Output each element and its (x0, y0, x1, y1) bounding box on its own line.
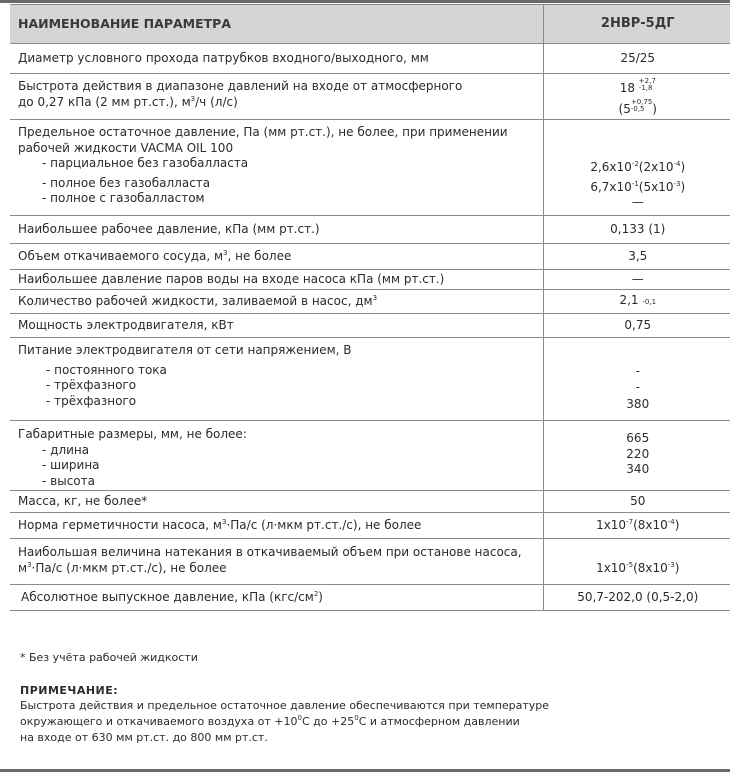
param-value: 0,133 (1) (543, 216, 730, 244)
param-label: Наибольшее давление паров воды на входе насоса кПа (мм рт.ст.) (10, 270, 543, 290)
param-value: 665 220 340 (543, 421, 730, 491)
param-label: Количество рабочей жидкости, заливаемой в насос, $дм^3$ (10, 290, 543, 314)
param-label: Объем откачиваемого сосуда, $м^3$, не более (10, 244, 543, 270)
table-row (10, 216, 730, 244)
note-title: ПРИМЕЧАНИЕ: (20, 684, 119, 697)
param-value: 3,5 (543, 244, 730, 270)
param-label: Питание электродвигателя от сети напряжением, В - постоянного тока - трёхфазного - трёхфазного (10, 338, 543, 421)
table-row (10, 539, 730, 585)
table-header-row (10, 5, 730, 44)
param-value: $1x10^{-7}(8x10^{-4})$ (543, 513, 730, 539)
param-label: Быстрота действия в диапазоне давлений на входе от атмосферного до 0,27 кПа (2 мм рт.ст.), $м^3/ч$ (л/с) (10, 74, 543, 120)
param-value: 0,75 (543, 314, 730, 338)
table-row (10, 585, 730, 611)
table-row (10, 513, 730, 539)
table-row (10, 120, 730, 216)
param-value: 18 +2,7 -1,8 (5 +0,75 -0,5 ) (543, 74, 730, 120)
table-row (10, 270, 730, 290)
param-label: Абсолютное выпускное давление, кПа $(кгс/см^2)$ (10, 585, 543, 611)
param-value: $2,6x10^{-2}(2x10^{-4})$ $6,7x10^{-1}(5x10^{-3})$ — (543, 120, 730, 216)
table-row (10, 44, 730, 74)
param-label: Предельное остаточное давление, Па (мм рт.ст.), не более, при применении рабочей жидкости VACMA OIL 100 - парциальное без газобалласта - полное без газобалласта - полное с газобалластом (10, 120, 543, 216)
param-value: 50 (543, 491, 730, 513)
param-value: - - 380 (543, 338, 730, 421)
param-value: — (543, 270, 730, 290)
table-row (10, 74, 730, 120)
note-text: Быстрота действия и предельное остаточное давление обеспечиваются при температуре окружающего и откачиваемого воздуха от $+10^0С$ до $+25^0С$ и атмосферном давлении на входе от 630 мм рт.ст. до 800 мм рт.ст. (20, 699, 550, 744)
table-row (10, 491, 730, 513)
param-label: Диаметр условного прохода патрубков входного/выходного, мм (10, 44, 543, 74)
spec-table (10, 4, 730, 611)
header-model: 2НВР-5ДГ (543, 5, 730, 44)
table-row (10, 421, 730, 491)
table-row (10, 244, 730, 270)
table-row (10, 314, 730, 338)
param-label: Масса, кг, не более* (10, 491, 543, 513)
table-row (10, 290, 730, 314)
param-value: $1x10^{-5}(8x10^{-3})$ (543, 539, 730, 585)
bottom-border (0, 769, 730, 772)
param-value: 25/25 (543, 44, 730, 74)
footnote: * Без учёта рабочей жидкости (20, 651, 198, 664)
top-border (0, 0, 730, 3)
param-label: Мощность электродвигателя, кВт (10, 314, 543, 338)
param-value: 50,7-202,0 (0,5-2,0) (543, 585, 730, 611)
table-row (10, 338, 730, 421)
param-label: Габаритные размеры, мм, не более: - длина - ширина - высота (10, 421, 543, 491)
param-label: Наибольшая величина натекания в откачиваемый объем при останове насоса, $м^3\cdot Па/с$ (л·мкм рт.ст./с), не более (10, 539, 543, 585)
header-param: НАИМЕНОВАНИЕ ПАРАМЕТРА (10, 5, 543, 44)
param-label: Наибольшее рабочее давление, кПа (мм рт.ст.) (10, 216, 543, 244)
param-label: Норма герметичности насоса, $м^3\cdot Па/с$ (л·мкм рт.ст./с), не более (10, 513, 543, 539)
param-value: 2,1 -0,1 (543, 290, 730, 314)
